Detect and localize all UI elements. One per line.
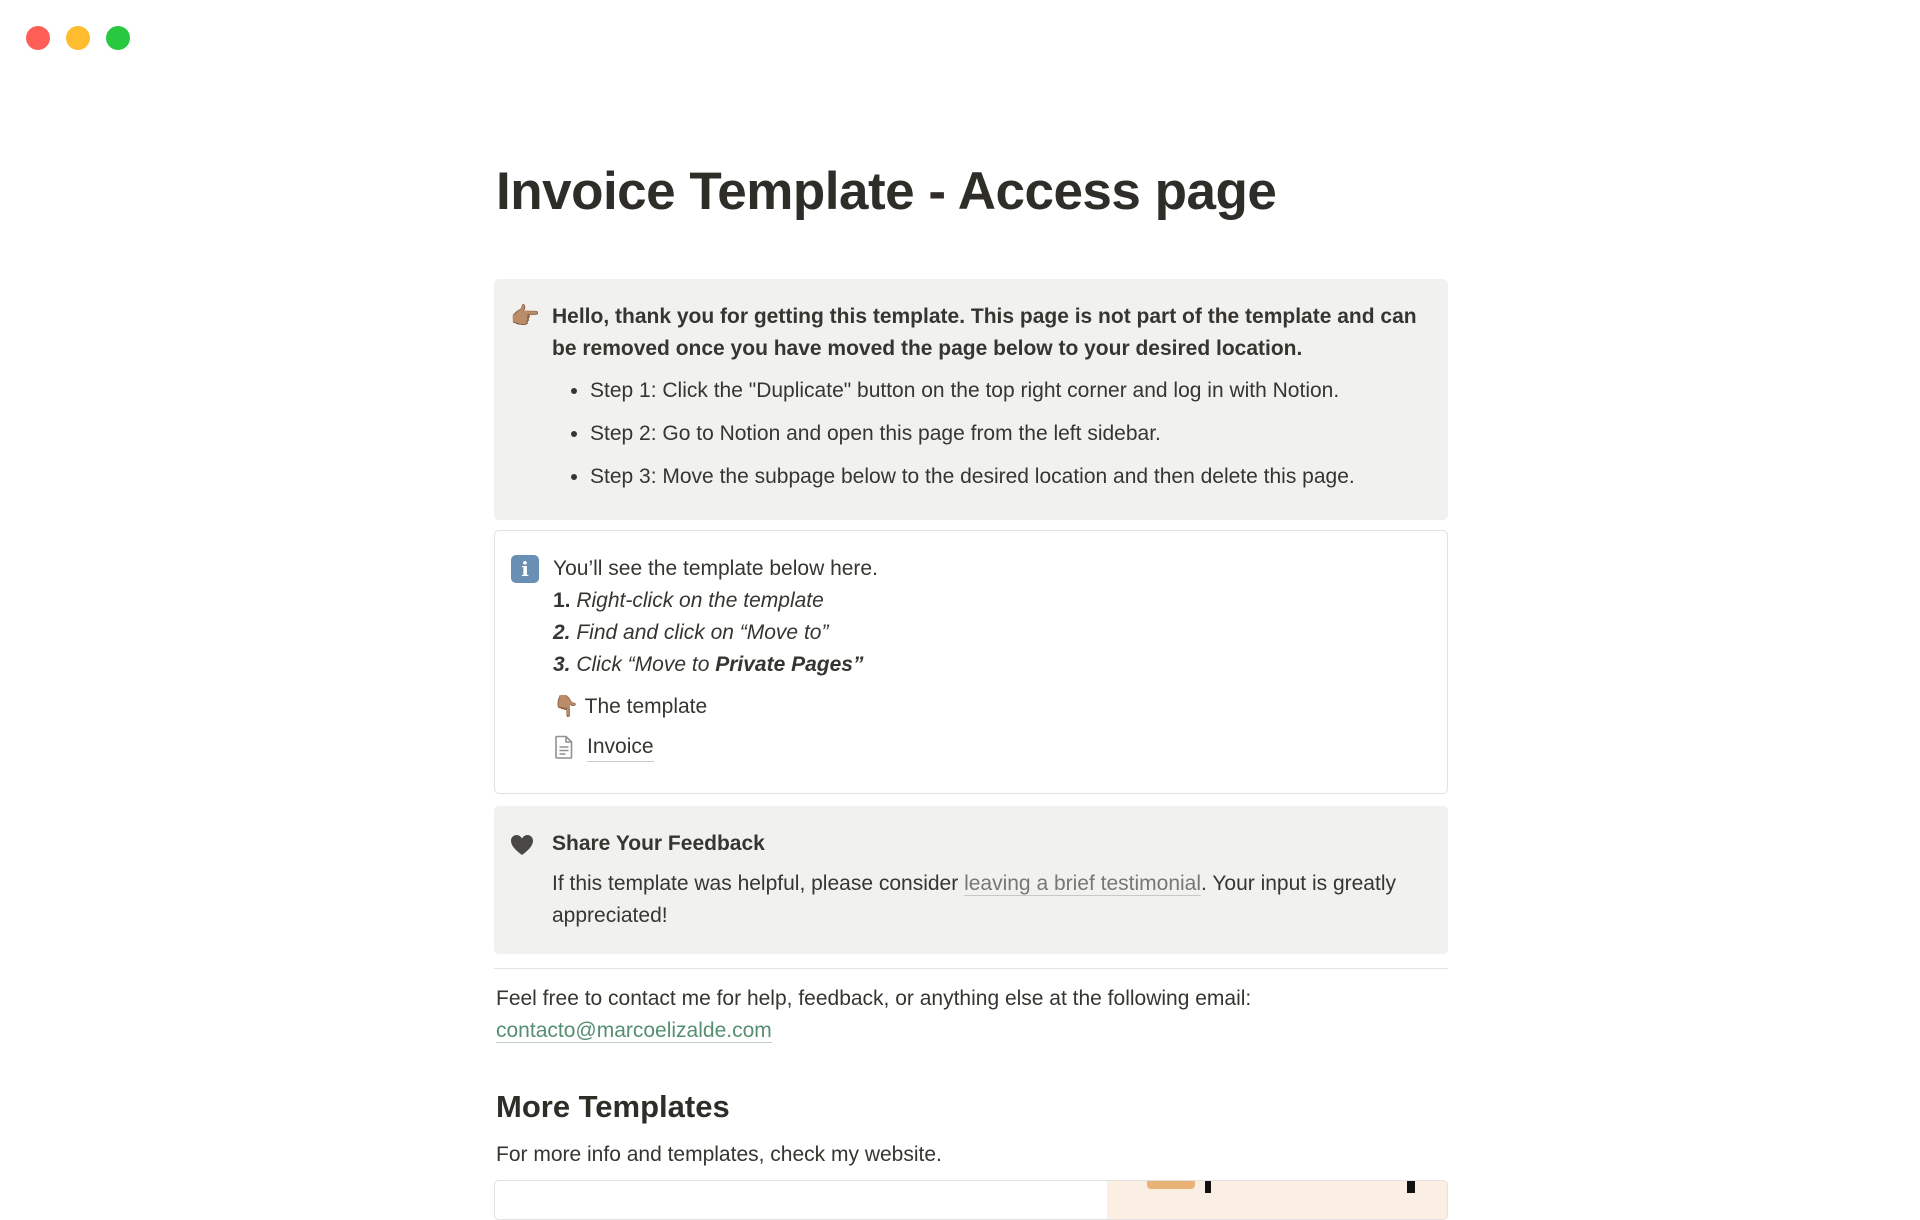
feedback-title: Share Your Feedback	[552, 832, 765, 856]
info-icon: i	[511, 555, 539, 583]
window-minimize-button[interactable]	[66, 26, 90, 50]
page-link-label: Invoice	[587, 733, 654, 762]
list-item: • Step 2: Go to Notion and open this page from the left sidebar.	[590, 412, 1428, 455]
pointing-hand-icon: 👉🏽	[510, 302, 540, 330]
website-bookmark[interactable]	[494, 1180, 1448, 1220]
window-zoom-button[interactable]	[106, 26, 130, 50]
template-heading: 👇🏽 The template	[553, 694, 708, 718]
info-intro: You’ll see the template below here.	[553, 556, 878, 580]
more-templates-text: For more info and templates, check my website.	[496, 1143, 942, 1167]
page-title: Invoice Template - Access page	[496, 162, 1277, 221]
intro-callout	[494, 279, 1448, 520]
window-close-button[interactable]	[26, 26, 50, 50]
more-templates-heading: More Templates	[496, 1089, 730, 1125]
steps-list	[552, 369, 1428, 498]
instruction-3: 3. Click “Move to Private Pages”	[553, 652, 864, 676]
email-link[interactable]: contacto@marcoelizalde.com	[496, 1019, 772, 1043]
list-item: • Step 1: Click the "Duplicate" button on the top right corner and log in with Notion.	[590, 369, 1428, 412]
pointing-down-icon: 👇🏽	[553, 694, 580, 718]
contact-paragraph: Feel free to contact me for help, feedback, or anything else at the following email: contacto@marcoelizalde.com	[496, 987, 1252, 1043]
document-icon	[553, 735, 575, 759]
list-item: • Step 3: Move the subpage below to the desired location and then delete this page.	[590, 455, 1428, 498]
heart-icon	[510, 834, 534, 856]
instruction-1: 1. Right-click on the template	[553, 588, 824, 612]
page-content	[494, 150, 1448, 1171]
bookmark-thumbnail	[1107, 1181, 1447, 1220]
divider	[494, 968, 1448, 969]
instruction-2: 2. Find and click on “Move to”	[553, 620, 829, 644]
feedback-callout	[494, 806, 1448, 954]
window-controls	[26, 26, 130, 50]
invoice-page-link[interactable]	[553, 733, 654, 762]
info-callout	[494, 530, 1448, 795]
intro-text: Hello, thank you for getting this template. This page is not part of the template and can be removed once you have moved the page below to your desired location.	[552, 304, 1417, 360]
testimonial-link[interactable]: leaving a brief testimonial	[964, 872, 1202, 896]
feedback-text: If this template was helpful, please consider leaving a brief testimonial. Your input is greatly appreciated!	[552, 872, 1396, 928]
